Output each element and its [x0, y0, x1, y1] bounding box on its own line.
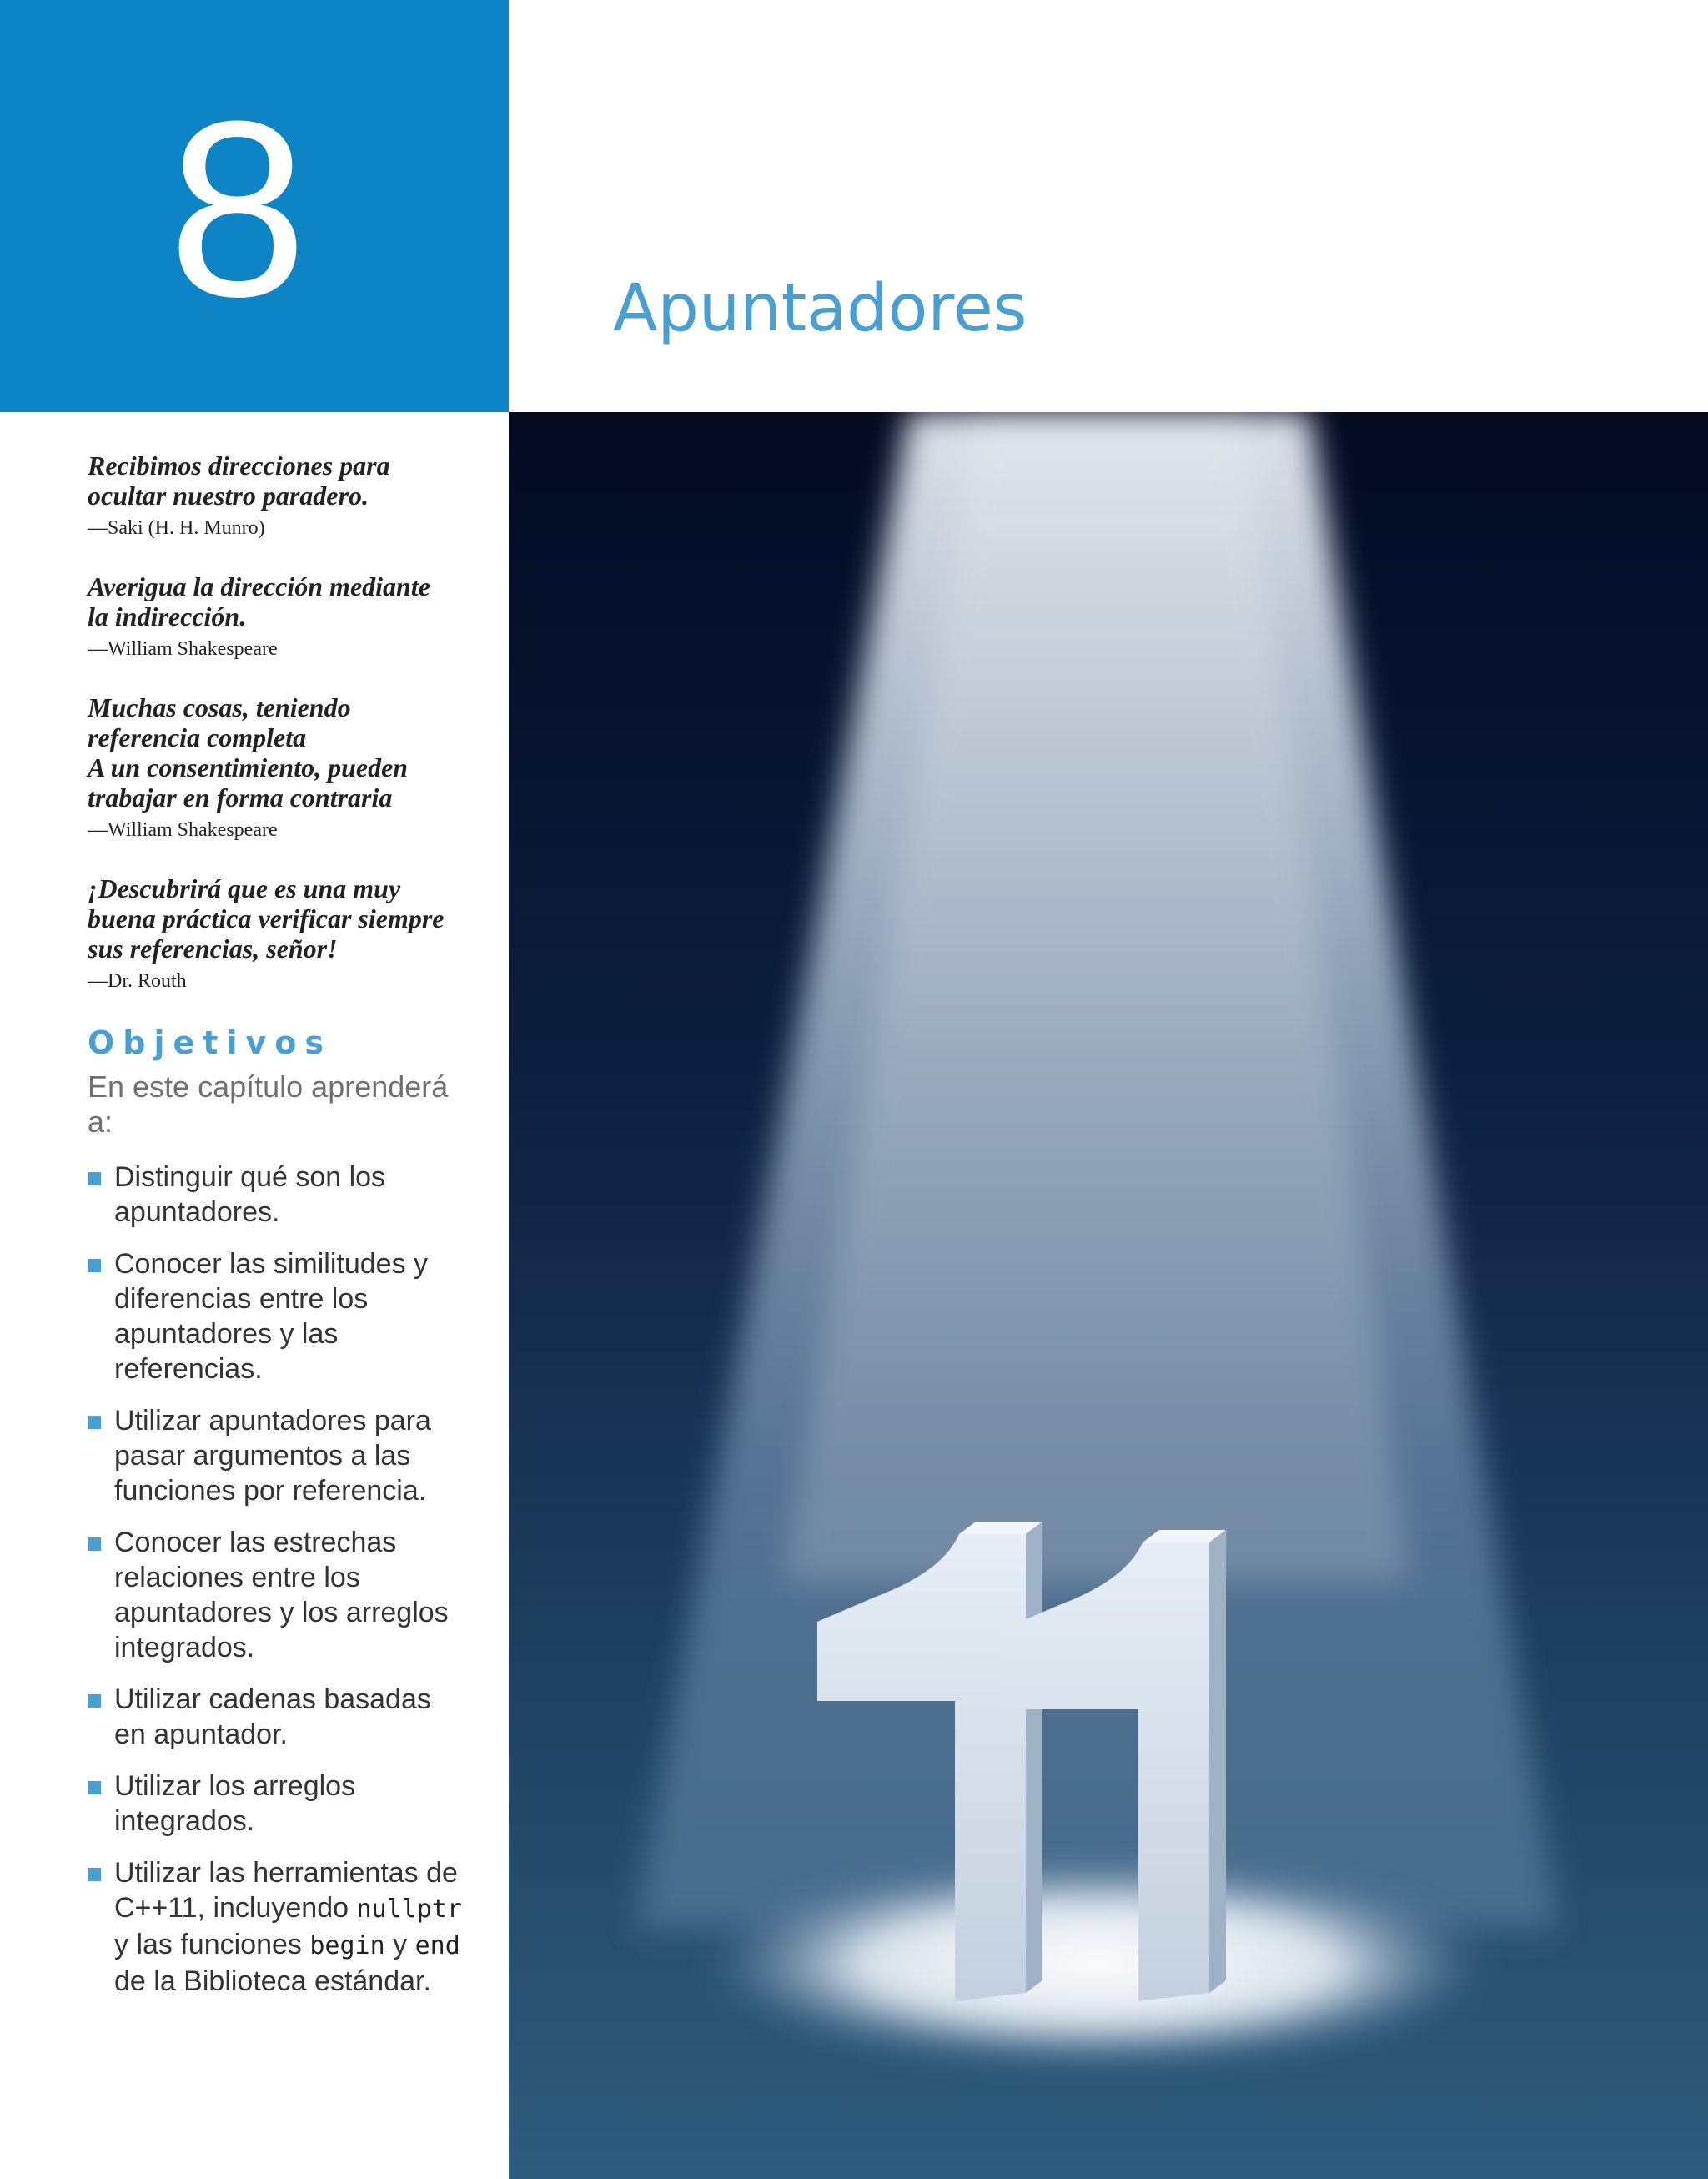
quote-text: Muchas cosas, teniendo referencia completa A un consentimiento, pueden trabajar en forma contraria [88, 692, 409, 813]
objective-item [88, 1160, 480, 1230]
quote-author: —William Shakespeare [88, 819, 278, 841]
objective-text: Conocer las estrechas relaciones entre los apuntadores y los arreglos integrados. [114, 1527, 449, 1663]
objective-text-part: y las funciones [114, 1929, 302, 1960]
objective-text-part: de la Biblioteca estándar. [114, 1965, 431, 1997]
objective-item [88, 1246, 480, 1386]
quote-author: —William Shakespeare [88, 638, 278, 660]
chapter-number-box [0, 0, 509, 412]
sidebar [88, 450, 480, 2015]
objective-item [88, 1525, 480, 1665]
objective-text: Distinguir qué son los apuntadores. [114, 1161, 386, 1228]
objective-text: Utilizar apuntadores para pasar argumentos a las funciones por referencia. [114, 1405, 431, 1507]
code-nullptr: nullptr [356, 1895, 462, 1924]
quote-author: —Dr. Routh [88, 970, 187, 992]
code-begin: begin [309, 1931, 385, 1960]
epigraph-quote [88, 571, 480, 661]
objectives-intro: En este capítulo aprenderá a: [88, 1069, 449, 1139]
bullet-square-icon [88, 1537, 101, 1551]
epigraph-quote [88, 692, 480, 842]
objective-item [88, 1403, 480, 1508]
objective-item [88, 1682, 480, 1752]
code-end: end [414, 1931, 460, 1960]
quote-author: —Saki (H. H. Munro) [88, 517, 265, 539]
epigraph-quote [88, 873, 480, 993]
light-pool [705, 1864, 1489, 2064]
bullet-square-icon [88, 1781, 101, 1794]
objective-text: Utilizar los arreglos integrados. [114, 1770, 356, 1837]
bullet-square-icon [88, 1172, 101, 1185]
objective-text: Utilizar cadenas basadas en apuntador. [114, 1683, 431, 1750]
quote-text: Recibimos direcciones para ocultar nuestro paradero. [88, 450, 390, 511]
bullet-square-icon [88, 1416, 101, 1429]
bullet-square-icon [88, 1259, 101, 1272]
bullet-square-icon [88, 1694, 101, 1708]
objective-item [88, 1769, 480, 1839]
quote-text: Averigua la dirección mediante la indirección. [88, 571, 430, 632]
objective-text: Conocer las similitudes y diferencias entre los apuntadores y las referencias. [114, 1248, 429, 1385]
quote-text: ¡Descubrirá que es una muy buena práctica verificar siempre sus referencias, señor! [88, 873, 445, 964]
epigraph-quote [88, 450, 480, 540]
chapter-number: 8 [168, 68, 308, 349]
objective-text-part: y [384, 1929, 415, 1960]
spotlight-illustration [509, 412, 1708, 2179]
objectives-list [88, 1160, 480, 1999]
chapter-title: Apuntadores [613, 271, 1027, 346]
objective-item [88, 1855, 480, 1999]
objectives-heading: Objetivos [88, 1024, 332, 1061]
objective-text-part: Utilizar las herramientas de C++11, incluyendo [114, 1857, 458, 1924]
bullet-square-icon [88, 1868, 101, 1881]
